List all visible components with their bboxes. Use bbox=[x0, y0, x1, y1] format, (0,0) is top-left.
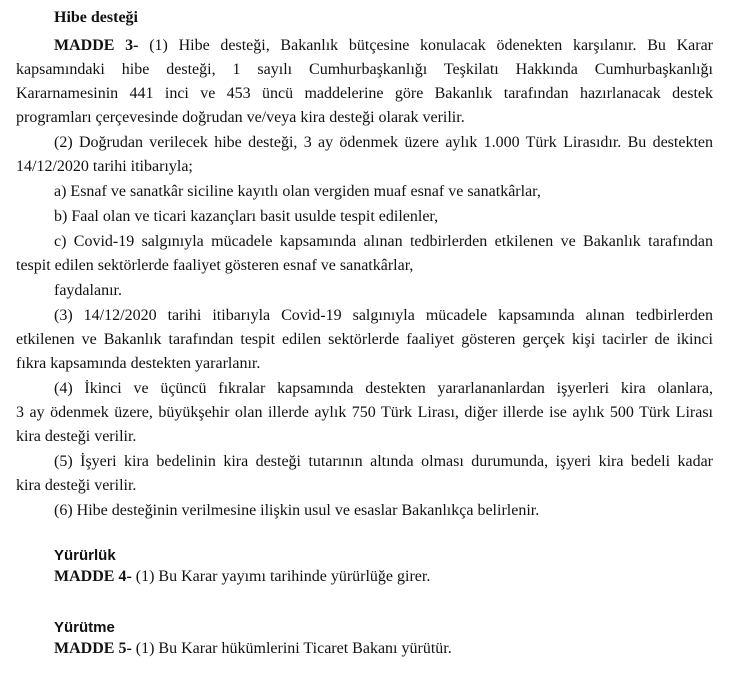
article-3-paragraph-2-line-1: (2) Doğrudan verilecek hibe desteği, 3 ay ödenmek üzere aylık 1.000 Türk Lirasıdır. Bu destekten bbox=[54, 134, 713, 151]
article-3-paragraph-4-line-3: kira desteği verilir. bbox=[16, 428, 137, 445]
list-item-b: b) Faal olan ve ticari kazançları basit usulde tespit edilenler, bbox=[54, 208, 439, 225]
article-5-heading: Yürütme bbox=[54, 619, 115, 636]
article-3-paragraph-3-line-3: fıkra kapsamında destekten yararlanır. bbox=[16, 355, 261, 372]
list-item-c-line-1: c) Covid-19 salgınıyla mücadele kapsamında alınan tedbirlerden etkilenen ve Bakanlık tarafından bbox=[54, 233, 713, 250]
article-3-paragraph-2-line-2: 14/12/2020 tarihi itibarıyla; bbox=[16, 158, 193, 175]
article-4-text-line: MADDE 4- (1) Bu Karar yayımı tarihinde yürürlüğe girer. bbox=[54, 568, 431, 585]
article-3-paragraph-1-line-3: Kararnamesinin 441 inci ve 453 üncü maddelerine göre Bakanlık tarafından hazırlanacak destek bbox=[16, 85, 713, 102]
article-3-paragraph-1-line-2: kapsamındaki hibe desteği, 1 sayılı Cumhurbaşkanlığı Teşkilatı Hakkında Cumhurbaşkanlığı bbox=[16, 61, 713, 78]
article-3-paragraph-5-line-1: (5) İşyeri kira bedelinin kira desteği tutarının altında olması durumunda, işyeri kira bedeli kadar bbox=[54, 453, 713, 470]
article-5-text-line: MADDE 5- (1) Bu Karar hükümlerini Ticaret Bakanı yürütür. bbox=[54, 640, 452, 657]
article-3-paragraph-4-line-1: (4) İkinci ve üçüncü fıkralar kapsamında destekten yararlananlardan işyerleri kira olanlara, bbox=[54, 380, 713, 397]
article-3-madde-label: MADDE 3- bbox=[54, 37, 139, 54]
article-3-paragraph-6: (6) Hibe desteğinin verilmesine ilişkin usul ve esaslar Bakanlıkça belirlenir. bbox=[54, 502, 540, 519]
article-3-paragraph-4-line-2: 3 ay ödenmek üzere, büyükşehir olan illerde aylık 750 Türk Lirası, diğer illerde ise aylık 500 Türk Lirası bbox=[16, 404, 713, 421]
article-3-paragraph-1-line-4: programları çerçevesinde doğrudan ve/veya kira desteği olarak verilir. bbox=[16, 109, 465, 126]
faydalanir-line: faydalanır. bbox=[54, 282, 122, 299]
list-item-c-line-2: tespit edilen sektörlerde faaliyet gösteren esnaf ve sanatkârlar, bbox=[16, 257, 414, 274]
article-5-madde-label: MADDE 5- bbox=[54, 640, 132, 657]
article-3-heading: Hibe desteği bbox=[54, 9, 138, 26]
article-3-paragraph-3-line-1: (3) 14/12/2020 tarihi itibarıyla Covid-19 salgınıyla mücadele kapsamında alınan tedbirlerden bbox=[54, 307, 713, 324]
article-4-madde-label: MADDE 4- bbox=[54, 568, 132, 585]
list-item-a: a) Esnaf ve sanatkâr siciline kayıtlı olan vergiden muaf esnaf ve sanatkârlar, bbox=[54, 183, 541, 200]
article-3-paragraph-3-line-2: etkilenen ve Bakanlık tarafından tespit edilen sektörlerde faaliyet gösteren gerçek kişi tacirler de ikinci bbox=[16, 331, 713, 348]
article-3-paragraph-5-line-2: kira desteği verilir. bbox=[16, 477, 137, 494]
article-4-heading: Yürürlük bbox=[54, 547, 116, 564]
article-3-paragraph-1-line-1: MADDE 3- (1) Hibe desteği, Bakanlık bütçesine konulacak ödenekten karşılanır. Bu Karar bbox=[54, 37, 714, 54]
